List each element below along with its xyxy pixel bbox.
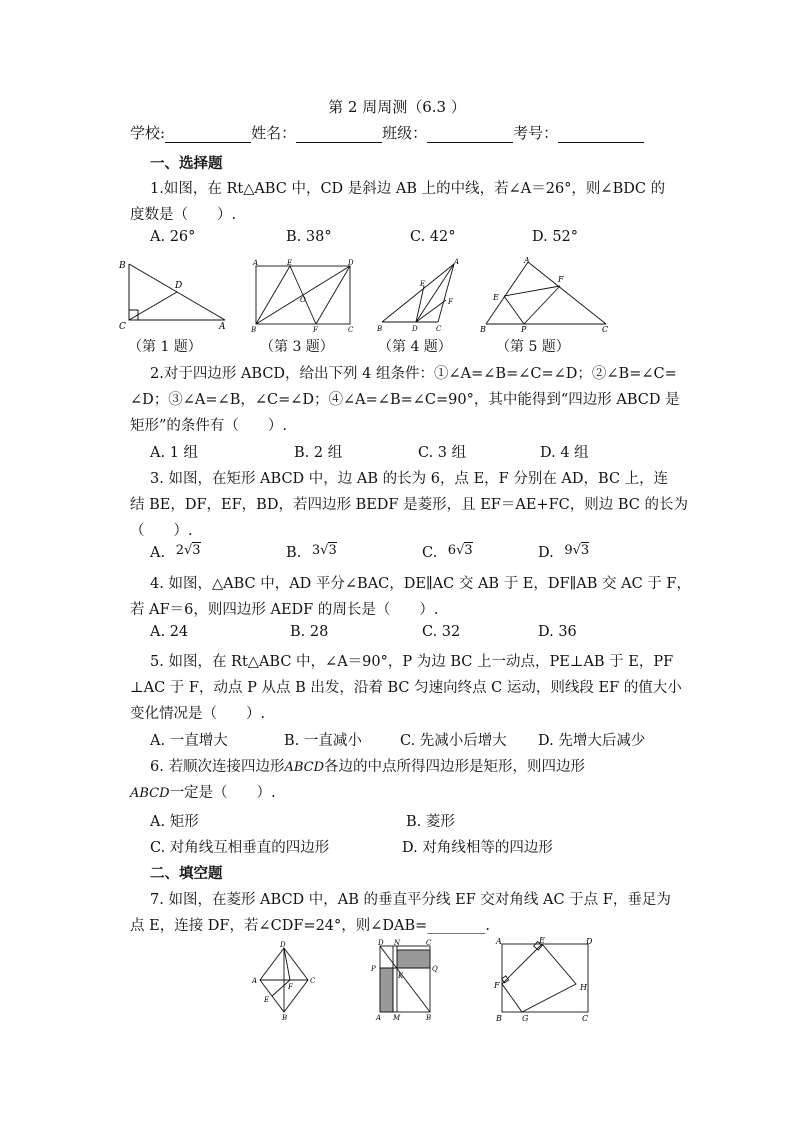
fig1-label-c: C	[119, 322, 126, 332]
q2-stem-line1: 2.对于四边形 ABCD，给出下列 4 组条件：①∠A=∠B=∠C=∠D；②∠B=∠C=	[150, 366, 677, 382]
figsq-label-m: M	[393, 1014, 401, 1022]
figrect-label-a: A	[496, 937, 502, 946]
q3-b-coef: 3	[311, 543, 321, 558]
q6-stem-line1	[150, 755, 585, 776]
figsq-label-a: A	[376, 1014, 382, 1022]
q2-option-a: A. 1 组	[150, 445, 199, 461]
caption-q1: （第 1 题）	[128, 339, 202, 355]
fig1-label-a: A	[219, 322, 226, 332]
fig3-label-o: O	[300, 296, 306, 304]
caption-q5: （第 5 题）	[496, 339, 570, 355]
student-info-line	[130, 122, 644, 143]
q4-option-d: D. 36	[538, 624, 577, 640]
q2-option-b: B. 2 组	[294, 445, 343, 461]
figsq-label-n: N	[394, 939, 401, 947]
figrect-label-c: C	[582, 1014, 589, 1023]
exam-no-blank	[558, 126, 644, 143]
q3-c-radicand: 3	[464, 543, 473, 558]
name-label: 姓名：	[251, 124, 297, 142]
fig4-label-e: E	[420, 280, 426, 288]
q1-option-a: A. 26°	[150, 229, 196, 245]
q6-line1-post: 各边的中点所得四边形是矩形，则四边形	[324, 759, 586, 775]
fig7-label-a: A	[252, 977, 258, 985]
figsq-label-c: C	[426, 939, 432, 947]
figrect-label-g: G	[522, 1014, 529, 1023]
figsq-label-q: Q	[432, 965, 438, 973]
q2-stem-line2: ∠D；③∠A=∠B，∠C=∠D；④∠A=∠B=∠C=90°，其中能得到“四边形 ABCD 是	[130, 392, 680, 408]
figure-q3	[248, 258, 360, 334]
q5-option-b: B. 一直减小	[284, 733, 362, 749]
q3-a-radicand: 3	[192, 543, 201, 558]
figrect-label-e: E	[539, 936, 545, 945]
q6-option-b: B. 菱形	[406, 814, 455, 830]
q4-stem-line1: 4. 如图，△ABC 中，AD 平分∠BAC，DE∥AC 交 AB 于 E，DF∥AB 交 AC 于 F，	[150, 576, 691, 592]
q6-quad-name-1: ABCD	[284, 760, 325, 775]
fig4-label-f: F	[448, 298, 453, 306]
section-fill-title: 二、填空题	[150, 866, 223, 882]
fig3-label-d: D	[348, 259, 354, 267]
q3-option-b-letter: B.	[286, 545, 302, 561]
fig7-label-e: E	[264, 996, 270, 1004]
q3-b-radicand: 3	[328, 543, 337, 558]
fig7-label-b: B	[282, 1014, 288, 1022]
q3-stem-line2: 结 BE，DF，EF，BD，若四边形 BEDF 是菱形，且 EF＝AE+FC，则边 BC 的长为	[130, 497, 688, 513]
fig5-label-b: B	[480, 325, 486, 334]
caption-q3: （第 3 题）	[260, 339, 334, 355]
fig3-label-f: F	[313, 326, 318, 334]
q3-option-a-value: 2√3	[175, 543, 201, 558]
q5-stem-line2: ⊥AC 于 F，动点 P 从点 B 出发，沿着 BC 匀速向终点 C 运动，则线段 EF 的值大小	[130, 680, 682, 696]
q1-stem-line2: 度数是（ ）.	[130, 207, 237, 223]
fig5-label-f: F	[558, 275, 564, 284]
exam-no-label: 考号：	[513, 124, 559, 142]
fig1-label-d: D	[175, 281, 183, 291]
fig4-label-b: B	[377, 325, 383, 333]
q6-quad-name-2: ABCD	[130, 786, 170, 801]
q3-a-coef: 2	[175, 543, 184, 558]
fig1-label-b: B	[119, 261, 126, 271]
fig4-label-a: A	[454, 258, 460, 266]
q3-stem-line3: （ ）.	[130, 523, 193, 539]
figsq-label-d: D	[378, 939, 384, 947]
fig7-label-d: D	[280, 941, 286, 949]
class-blank	[427, 126, 513, 143]
fig3-label-a: A	[253, 259, 259, 267]
figrect-label-d: D	[586, 937, 593, 946]
fig3-label-b: B	[251, 326, 257, 334]
q6-option-a: A. 矩形	[150, 814, 199, 830]
section-choice-title: 一、选择题	[150, 156, 223, 172]
q1-option-b: B. 38°	[286, 229, 332, 245]
q3-d-radicand: 3	[580, 543, 590, 558]
figsq-label-p: P	[371, 965, 376, 973]
q3-option-c-value: 6√3	[447, 543, 473, 558]
q1-option-d: D. 52°	[532, 229, 579, 245]
figrect-label-b: B	[496, 1014, 502, 1023]
fig3-label-e: E	[287, 259, 293, 267]
q6-option-c: C. 对角线互相垂直的四边形	[150, 840, 330, 856]
q5-stem-line1: 5. 如图，在 Rt△ABC 中，∠A＝90°，P 为边 BC 上一动点，PE⊥AB 于 E，PF	[150, 654, 674, 670]
q4-stem-line2: 若 AF＝6，则四边形 AEDF 的周长是（ ）.	[130, 602, 439, 618]
fig3-label-c: C	[348, 326, 354, 334]
class-label: 班级：	[382, 124, 428, 142]
q3-stem-line1: 3. 如图，在矩形 ABCD 中，边 AB 的长为 6，点 E，F 分别在 AD，BC 上，连	[150, 471, 669, 487]
q3-option-a	[150, 545, 201, 561]
q5-option-a: A. 一直增大	[150, 733, 228, 749]
q3-option-c	[422, 545, 473, 561]
caption-q4: （第 4 题）	[378, 339, 452, 355]
figure-q7-rhombus	[246, 940, 326, 1022]
q3-option-b	[286, 545, 337, 561]
q3-d-coef: 9	[564, 543, 573, 558]
q2-stem-line3: 矩形”的条件有（ ）.	[130, 418, 288, 434]
q1-stem-line1: 1.如图，在 Rt△ABC 中，CD 是斜边 AB 上的中线，若∠A＝26°，则∠BDC 的	[150, 181, 666, 197]
q6-stem-line2	[130, 781, 276, 802]
figure-q5	[476, 254, 616, 336]
figsq-label-b: B	[426, 1014, 432, 1022]
figrect-label-h: H	[580, 983, 587, 992]
figure-q4	[372, 256, 464, 336]
q4-option-a: A. 24	[150, 624, 189, 640]
q4-option-c: C. 32	[422, 624, 461, 640]
q4-option-b: B. 28	[290, 624, 329, 640]
fig4-label-d: D	[412, 325, 418, 333]
q6-option-d: D. 对角线相等的四边形	[402, 840, 553, 856]
q3-c-coef: 6	[447, 543, 457, 558]
fig7-label-f: F	[288, 983, 293, 991]
school-label: 学校:	[130, 124, 166, 142]
q6-line2-post: 一定是（ ）.	[169, 785, 276, 801]
figure-square-shaded	[368, 938, 446, 1022]
q3-option-d-value: 9√3	[564, 543, 590, 558]
fig5-label-p: P	[521, 325, 527, 334]
school-blank	[165, 126, 251, 143]
q5-stem-line3: 变化情况是（ ）.	[130, 706, 266, 722]
q7-stem-line1: 7. 如图，在菱形 ABCD 中，AB 的垂直平分线 EF 交对角线 AC 于点 F，垂足为	[150, 892, 671, 908]
q3-option-a-letter: A.	[150, 545, 166, 561]
q3-option-b-value: 3√3	[311, 543, 337, 558]
fig5-label-e: E	[493, 293, 499, 302]
figrect-label-f: F	[494, 981, 500, 990]
name-blank	[296, 126, 382, 143]
q3-option-d	[538, 545, 589, 561]
q3-option-c-letter: C.	[422, 545, 438, 561]
figsq-label-k: K	[398, 972, 404, 980]
fig7-label-c: C	[310, 977, 316, 985]
q2-option-c: C. 3 组	[418, 445, 467, 461]
figure-rectangle-square	[490, 934, 602, 1024]
figure-q1	[115, 256, 235, 336]
fig4-label-c: C	[436, 325, 442, 333]
q3-option-d-letter: D.	[538, 545, 554, 561]
q6-line1-pre: 6. 若顺次连接四边形	[150, 759, 285, 775]
fig5-label-c: C	[602, 325, 609, 334]
q7-stem-line2: 点 E，连接 DF，若∠CDF=24°，则∠DAB=________.	[130, 918, 490, 934]
q5-option-c: C. 先减小后增大	[400, 733, 507, 749]
q5-option-d: D. 先增大后减少	[538, 733, 646, 749]
page-title: 第 2 周周测（6.3 ）	[328, 98, 466, 116]
fig5-label-a: A	[524, 256, 530, 265]
q1-option-c: C. 42°	[410, 229, 456, 245]
q2-option-d: D. 4 组	[540, 445, 589, 461]
